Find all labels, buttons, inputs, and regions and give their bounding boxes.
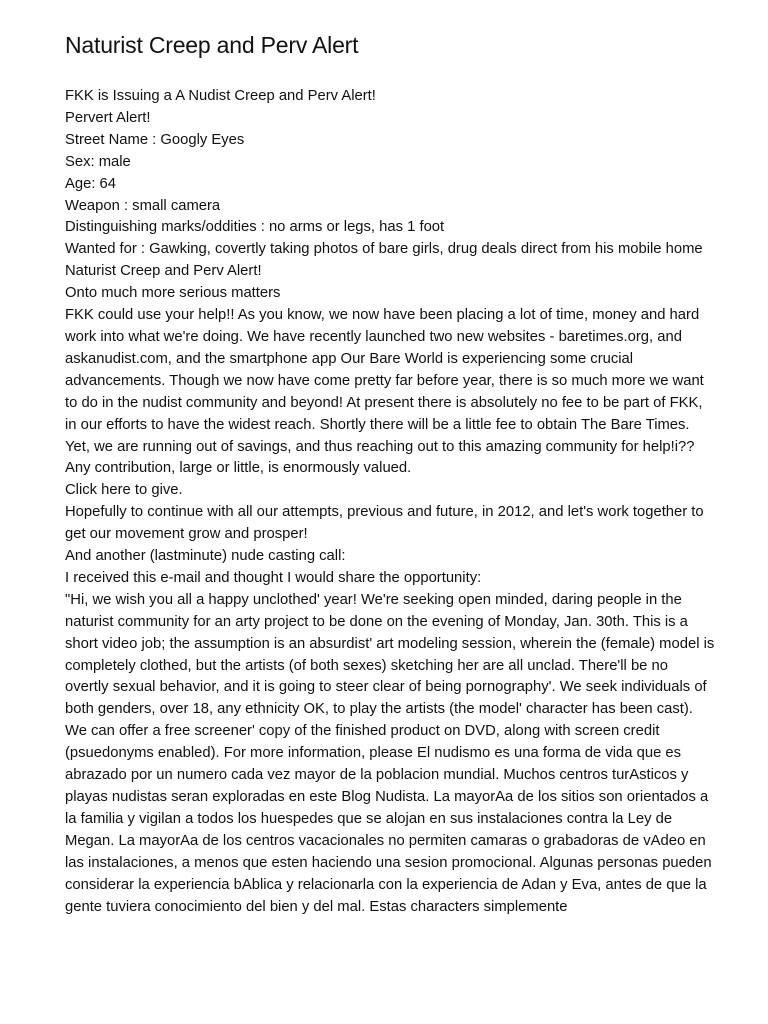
paragraph-help-request: FKK could use your help!! As you know, we now have been placing a lot of time, money and hard work into what we're doing. We have recently launched two new websites - baretimes.org, and askanudist.com, and the smartphone app Our Bare World is experiencing some crucial advancements. Though we now have come pretty far before year, there is so much more we want to do in the nudist community and beyond! At present there is absolutely no fee to be part of FKK, in our efforts to have the widest reach. Shortly there will be a little fee to obtain The Bare Times. — [65, 307, 704, 433]
paragraph-serious-matters: Onto much more serious matters — [65, 285, 281, 302]
paragraph-wanted-for: Wanted for : Gawking, covertly taking photos of bare girls, drug deals direct from his mobile home — [65, 241, 703, 258]
paragraph-age: Age: 64 — [65, 175, 117, 192]
document-body — [65, 86, 715, 918]
document-title: Naturist Creep and Perv Alert — [65, 32, 359, 58]
paragraph-weapon: Weapon : small camera — [65, 197, 221, 214]
paragraph-email-received: I received this e-mail and thought I would share the opportunity: — [65, 569, 482, 586]
paragraph-distinguishing-marks: Distinguishing marks/oddities : no arms or legs, has 1 foot — [65, 219, 445, 236]
paragraph-email-quote: "Hi, we wish you all a happy unclothed' year! We're seeking open minded, daring people in the naturist community for an arty project to be done on the evening of Monday, Jan. 30th. This is a short video job; the assumption is an absurdist' art modeling session, wherein the (female) model is completely clothed, but the artists (of both sexes) sketching her are all unclad. There'll be no overtly sexual behavior, and it is going to steer clear of being pornography'. We seek individuals of both genders, over 18, any ethnicity OK, to play the artists (the model' character has been cast). We can offer a free screener' copy of the finished product on DVD, along with screen credit (psuedonyms enabled). For more information, please El nudismo es una forma de vida que es abrazado por un numero cada vez mayor de la poblacion mundial. Muchos centros turAsticos y playas nudistas seran exploradas en este Blog Nudista. La mayorAa de los sitios son orientados a la familia y vigilan a todos los huespedes que se alojan en sus instalaciones contra la Ley de Megan. La mayorAa de los centros vacacionales no permiten camaras o grabadoras de vAdeo en las instalaciones, a menos que esten haciendo una sesion promocional. Algunas personas pueden considerar la experiencia bAblica y relacionarla con la experiencia de Adan y Eva, antes de que la gente tuviera conocimiento del bien y del mal. Estas characters simplemente — [65, 591, 715, 915]
paragraph-contribution: Any contribution, large or little, is enormously valued. — [65, 460, 412, 477]
paragraph-casting-call: And another (lastminute) nude casting call: — [65, 548, 346, 565]
paragraph-alert-intro: FKK is Issuing a A Nudist Creep and Perv Alert! — [65, 88, 376, 104]
document-page — [65, 30, 715, 918]
paragraph-street-name: Street Name : Googly Eyes — [65, 131, 245, 148]
paragraph-sex: Sex: male — [65, 153, 131, 170]
paragraph-pervert-alert: Pervert Alert! — [65, 109, 151, 126]
paragraph-continue: Hopefully to continue with all our attempts, previous and future, in 2012, and let's work together to get our movement grow and prosper! — [65, 504, 704, 543]
paragraph-alert-repeat: Naturist Creep and Perv Alert! — [65, 263, 262, 280]
paragraph-click-to-give: Click here to give. — [65, 482, 183, 499]
paragraph-savings: Yet, we are running out of savings, and thus reaching out to this amazing community for help!i?? — [65, 438, 695, 455]
